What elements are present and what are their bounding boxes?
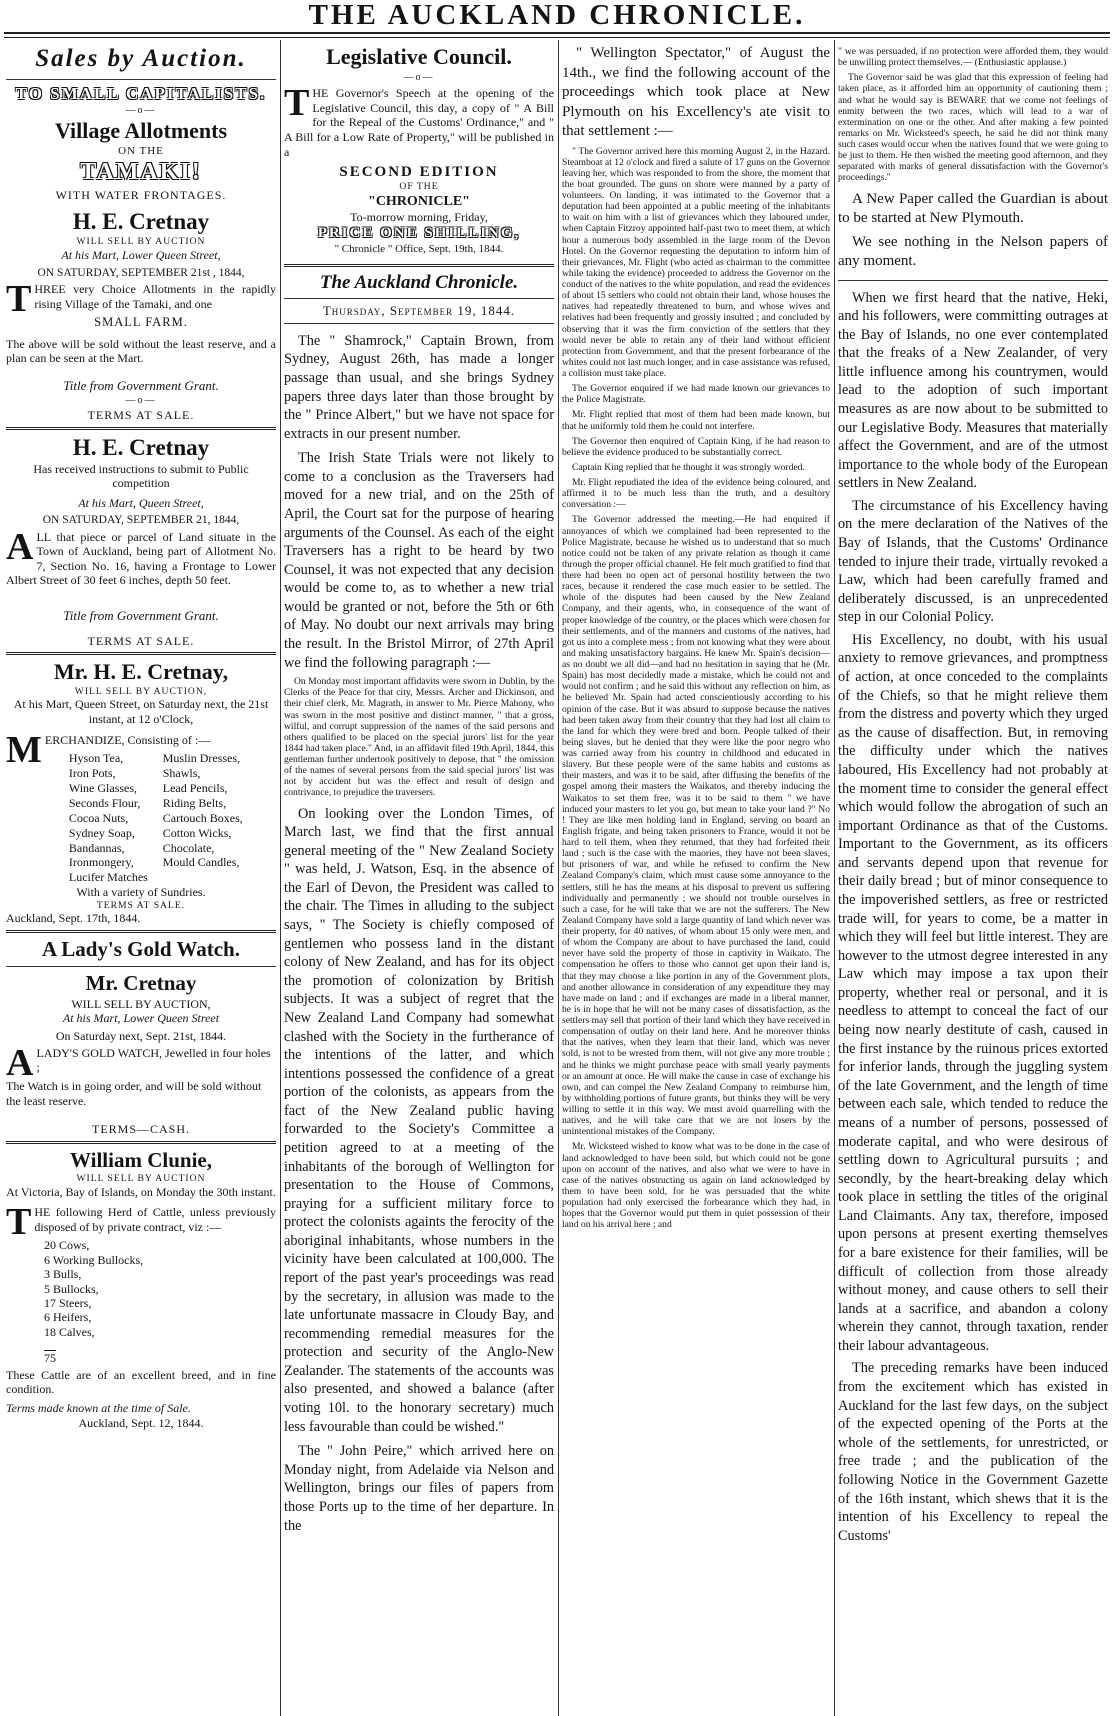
chronicle-label: "CHRONICLE" xyxy=(368,193,470,209)
cattle-item: 18 Calves, xyxy=(44,1324,95,1339)
column-editorial xyxy=(838,44,1108,1716)
clunie-name: William Clunie, xyxy=(70,1147,212,1172)
divider xyxy=(838,280,1108,281)
divider xyxy=(6,1141,276,1144)
mart-location-2: At his Mart, Queen Street, xyxy=(78,495,204,510)
sales-by-auction-heading: Sales by Auction. xyxy=(35,45,247,72)
goods-item: Cartouch Boxes, xyxy=(162,810,243,825)
cattle-item: 20 Cows, xyxy=(44,1238,90,1253)
heki-editorial: When we first heard that the native, Heki, and his followers, were committing outrages at the Bay of Islands, no one ever contemplated that the freaks of a New Zealander, of very little influence among his countrymen, would lead to the adoption of such important measures as are now about to be submitted to our Legislative Body. Measures that materially affect the Government, and are of the utmost importance to the whole body of the European settlers in New Zealand. xyxy=(838,289,1108,492)
sale-date-2: ON SATURDAY, SEPTEMBER 21, 1844, xyxy=(42,514,240,527)
goods-item: Chocolate, xyxy=(162,840,215,855)
watch-order-text: The Watch is in going order, and will be sold without the least reserve. xyxy=(6,1078,262,1108)
goods-item: Lead Pencils, xyxy=(162,781,228,796)
masthead-rule xyxy=(4,32,1110,34)
governor-reply: The Governor said he was glad that this expression of feeling had taken place, as it afforded him an opportunity of cautioning them ; and what he would say is BEWARE that we come not feelings of enmity between the two races, which will lead to a war of extermination on one or the other. And after making a few pointed remarks on Mr. Wicksteed's speech, he said he did not think many such cases would occur when the natives found that we were going to be just to them. He then wished the meeting good afternoon, and they separated with marks of general dissatisfaction with the Governor's proceedings." xyxy=(838,72,1108,184)
proceedings-body-3: Mr. Flight replied that most of them had been made known, but that he uniformly told them he could not interfere. xyxy=(562,409,830,432)
sale-date-1: ON SATURDAY, SEPTEMBER 21st , 1844, xyxy=(37,267,245,280)
divider xyxy=(284,264,554,267)
of-the-text: OF THE xyxy=(399,181,439,193)
column-divider-3 xyxy=(834,40,835,1716)
goods-item: Riding Belts, xyxy=(162,795,227,810)
victoria-text: At Victoria, Bay of Islands, on Monday the 30th instant. xyxy=(6,1184,276,1199)
cretnay-name-4: Mr. Cretnay xyxy=(85,971,197,996)
instructions-text: Has received instructions to submit to Public competition xyxy=(33,461,249,491)
ornament-dash: —o— xyxy=(403,71,435,83)
divider xyxy=(6,930,276,933)
circumstance-editorial: The circumstance of his Excellency having on the mere declaration of the Natives of the Bay of Islands, that the Customs' Ordinance tended to injure their trade, virtually revoked a Law, which had been carefully framed and deliberately discussed, is an unprecedented step in our Colonial Policy. xyxy=(838,497,1108,626)
goods-item: Lucifer Matches xyxy=(68,870,148,885)
goods-item: Ironmongery, xyxy=(68,855,134,870)
cattle-item: 3 Bulls, xyxy=(44,1267,82,1282)
goods-item: Muslin Dresses, xyxy=(162,751,241,766)
cattle-item: 6 Heifers, xyxy=(44,1310,92,1325)
drop-cap: A xyxy=(6,1041,34,1084)
cattle-item: 6 Working Bullocks, xyxy=(44,1252,144,1267)
sundries-text: With a variety of Sundries. xyxy=(76,885,206,900)
will-sell-text-3: WILL SELL BY AUCTION, xyxy=(74,686,208,698)
proceedings-body-2: The Governor enquired if we had made known our grievances to the Police Magistrate. xyxy=(562,383,830,406)
column-divider-2 xyxy=(558,40,559,1716)
allotments-body xyxy=(6,278,276,321)
lady-watch-heading: A Lady's Gold Watch. xyxy=(41,936,240,961)
divider xyxy=(284,323,554,324)
mart-location-3: At his Mart, Queen Street, on Saturday next, the 21st instant, at 12 o'Clock, xyxy=(13,697,269,727)
herd-text: HE following Herd of Cattle, unless previously disposed of by private contract, viz :— xyxy=(34,1205,276,1234)
drop-cap: T xyxy=(6,1201,32,1244)
sale-date-5: Auckland, Sept. 12, 1844. xyxy=(78,1415,204,1430)
divider xyxy=(6,652,276,655)
cattle-item: 17 Steers, xyxy=(44,1295,92,1310)
cattle-total: 75 xyxy=(44,1351,56,1366)
second-edition-heading: SECOND EDITION xyxy=(339,164,499,181)
water-frontages-text: WITH WATER FRONTAGES. xyxy=(55,187,227,202)
proceedings-body-1: " The Governor arrived here this morning August 2, in the Hazard. Steamboat at 12 o'clock and fired a salute of 17 guns on the Governor leaving her, which was responded to from the shore, the moment that the boat grounded. The guns on shore were manned by a party of volunteers. On landing, it was intimated to the Governor that a deputation had been appointed at a public meeting of the inhabitants to wait on him with a list of grievances which they laboured under, when Captain Fitzroy appointed half-past two to meet them, at which hour a numerous body assembled in the large room of the Devon Hotel. On the Governor requesting the deputation to inform him of their grievances, Mr. Flight (who acted as chairman to the committee while taking the evidence) proceeded to address the Governor on the conduct of the natives to the white population, and read the evidences of about 15 settlers who could not obtain their land, whose houses the natives had repeatedly threatened to burn, and whose wives and relatives had been frequently and grossly insulted ; and concluded by observing that it was the firm conviction of the settlers that they would never be able to retain any of their land without efficient protection from Government, and that the present forbearance of the whites could not last much longer, and in case assistance was refused, a collision must take place. xyxy=(562,145,830,379)
office-date-text: " Chronicle " Office, Sept. 19th, 1844. xyxy=(334,242,504,255)
goods-item: Hyson Tea, xyxy=(68,751,124,766)
proceedings-body-5: Captain King replied that he thought it was strongly worded. xyxy=(572,461,805,473)
proceedings-body-8: Mr. Wicksteed wished to know what was to be done in the case of land acknowledged to have been sold, but which could not be gone upon on account of the natives, and also what we were to have in case of the natives obstructing us again on land acknowledged by them to have been sold, for he was persuaded that the white population had only exercised the forbearance which they had, in hopes that the Governor would put them in quiet possession of their land on his arrival here ; and xyxy=(562,1141,830,1231)
tomorrow-text: To-morrow morning, Friday, xyxy=(350,209,488,224)
merchandize-text: ERCHANDIZE, Consisting of :— xyxy=(44,732,211,747)
goods-item: Shawls, xyxy=(162,766,201,781)
title-grant-2: Title from Government Grant. xyxy=(63,608,219,623)
date-line: Thursday, September 19, 1844. xyxy=(322,302,516,318)
cretnay-name-1: H. E. Cretnay xyxy=(72,209,210,235)
will-sell-text-4: WILL SELL BY AUCTION, xyxy=(71,996,211,1011)
column-auction-ads xyxy=(6,44,276,1716)
affidavits-quote: On Monday most important affidavits were sworn in Dublin, by the Clerks of the Peace for that city, Messrs. Archer and Dickinson, and their chief clerk, Mr. Magrath, in answer to Mr. Pierce Mahony, who was sworn in the most positive and distinct manner, " that a gross, wilful, and corrupt suppression of the names of the said persons and others qualified to be placed on the special jurors' list for the year 1844 had taken place." And, in an affidavit filed 19th April, 1844, this gentleman further undertook positively to depose, that " the omission of the names of several persons from the said special jurors' list was not by accident but was the effect and result of design and contrivance, to prejudice the traversers. xyxy=(284,676,554,799)
column-wellington xyxy=(562,44,830,1716)
sale-date-4: On Saturday next, Sept. 21st, 1844. xyxy=(55,1029,227,1044)
drop-cap: A xyxy=(6,525,34,568)
john-peire-article: The " John Peire," which arrived here on Monday night, from Adelaide via Nelson and Wellington, brings our files of papers from those Ports up to the time of her departure. In the xyxy=(284,1443,554,1534)
tamaki-heading: TAMAKI! xyxy=(80,159,202,186)
london-times-article: On looking over the London Times, of March last, we find that the first annual general meeting of the " New Zealand Society " was held, J. Watson, Esq. in the absence of the Earl of Devon, the President was called to the chair. The Times in alluding to the subject says, " The Society is chiefly composed of gentlemen who possess land in the distant colony of New Zealand, and has for its object the promotion of colonization by British subjects. It was a subject of regret that the New Zealand Land Company had somewhat clashed with the Society in the furtherance of the intentions of the latter, and which intentions possessed the confidence of a great portion of the colonists, as appears from the fact of the New Zealand public having forwarded to the Society's Committee a petition agreed to at a meeting of the inhabitants of the borough of Wellington for presentation to the House of Commons, praying for a sufficient military force to protect the colonists againts the ferocity of the aboriginal inhabitants, whose numbers in the vicinity have been calculated at 100,000. The report of the past year's proceedings was read by the secretary, in allusion was made to the late unfortunate massacre in Cloudy Bay, and recommending remedial measures for the protection and security of the Anglo-New Zealander. The statements of the accounts was also presented, and showed a balance (after voting 10l. to the honorary secretary) much less favourable than could be wished." xyxy=(284,805,554,1435)
terms-at-sale-3: TERMS AT SALE. xyxy=(96,899,186,911)
divider xyxy=(284,298,554,299)
proceedings-body-6: Mr. Flight repudiated the idea of the evidence being coloured, and affirmed it to be much less than the truth, and a desultory conversation :— xyxy=(562,477,830,511)
goods-item: Seconds Flour, xyxy=(68,795,141,810)
proceedings-body-7: The Governor addressed the meeting.—He had enquired if annoyances of which we complained had been represented to the Police Magistrate, because he wished us to understand that so much notice could not be taken of any private relation as though it came through the proper official channel. He felt much gratified to find that there had been no open act of personal hostility between the two races, because it rendered the case much easier to be settled. The whole of the disputes had been caused by the New Zealand Company, and their agents, who, in consequence of the want of proper knowledge of the country, or the places which were chosen for their settlements, and of the manners and customs of the natives, had got us into a complete mess ; from not knowing what they were about and making unsatisfactory bargains. He knew Mr. Spain's decision—as no doubt we all did—and had no hesitation in saying that he (Mr. Spain) has most decidedly made a mistake, which he could not and would not confirm ; and he said this without any reflection on him, as he believed Mr. Spain had acted conscientiously according to his opinion of the case. But it was absurd to suppose because the natives had been taken away from their country that they had lost all claim to the land for which they were bred and born. People talked of their being slaves, but he denied that they were like the poor negro who was carried away from his country in childhood and educated in slavery. But these people were of the same habits and customs as their masters, and was it to be said, after diffusing the benefits of the gospel among their masters the Waikatos, and thereby inducing the Waikatos to set them free, was it to be said to them " we have induced your masters to let you go, but mean to take your land ?" No ! They are like men holding land in England, serving on board an English frigate, and being taken prisoners to France, would it not be hard to tell them, when they returned, that they had forfeited their land ; such is the case with the maories, they have not been slaves, but prisoners of war, and while he refused to confirm the New Zealand Company's claim, which must cause some annoyance to the settlers, still he has the means at his disposal to prevent us suffering individually and permanently ; we should not trouble ourselves in such a case, for he will take that we are not the sufferers. The New Zealand Company have sold a large quantity of land which never was their property, for 40 natives, of whom about 15 only were men, and of whom the Company are about to have purchased the land, could never have sold the property of those in captivity in Waikato. The compensation he offers to those who cannot get upon their land is, that they may choose a like portion in any of the Government plots, and another allowance in consideration of any expenditure they may have made on land ; and if exchanges are made in a liberal manner, he is in hope that he will not be many cases of dissatisfaction, as the settlers may sell that portion of their land which they have received in compensation of outlay on their land here. And he moreover thinks that the natives, when they learn that their land, which was never sold, is not to be wrested from them, will not give any more trouble ; and he thinks we might purchase peace with small yearly payments or an amount at once. He will make the cause in case of exchange his own, and can compel the New Zealand Company to reimburse him, by withholding portions of future grants, but thinks they will be very willing to settle it in this way. We must avoid quarrelling with the natives, and he will take care that we are not losers by the unintentional mistakes of the Company. xyxy=(562,514,830,1138)
ornament-dash: —o— xyxy=(125,105,157,117)
column-legislative xyxy=(284,44,554,1716)
land-body xyxy=(6,525,276,589)
cattle-condition: These Cattle are of an excellent breed, and in fine condition. xyxy=(6,1367,276,1397)
paper-name-heading: The Auckland Chronicle. xyxy=(319,271,519,293)
herd-body xyxy=(6,1201,276,1244)
terms-at-sale-2: TERMS AT SALE. xyxy=(87,633,195,648)
goods-left-column xyxy=(45,751,158,885)
drop-cap: T xyxy=(6,278,32,321)
goods-item: Cotton Wicks, xyxy=(162,825,232,840)
legislative-body xyxy=(284,82,554,159)
price-text: PRICE ONE SHILLING, xyxy=(317,225,521,242)
column-divider-1 xyxy=(280,40,281,1716)
small-capitalists-heading: TO SMALL CAPITALISTS. xyxy=(15,83,267,103)
masthead-title: THE AUCKLAND CHRONICLE. xyxy=(308,0,806,31)
terms-sale-5: Terms made known at the time of Sale. xyxy=(6,1401,191,1415)
proceedings-continued: " we was persuaded, if no protection were afforded them, they would be unwilling protect themselves.— (Enthusiastic applause.) xyxy=(838,46,1108,69)
above-sold-text: The above will be sold without the least reserve, and a plan can be seen at the Mart. xyxy=(6,336,276,366)
village-allotments-heading: Village Allotments xyxy=(54,118,228,144)
shamrock-article: The " Shamrock," Captain Brown, from Sydney, August 26th, has made a longer passage than usual, and she brings Sydney papers three days later than those brought by the " Prince Albert," but we have not space for extracts in our present number. xyxy=(284,332,554,442)
drop-cap: T xyxy=(284,82,310,125)
legislative-text: HE Governor's Speech at the opening of the Legislative Council, this day, a copy of " A Bill for the Repeal of the Customs' Ordinance," and " A Bill for a Low Rate of Property," will be published in a xyxy=(284,86,554,159)
will-sell-text-1: WILL SELL BY AUCTION xyxy=(76,236,206,248)
proceedings-body-4: The Governor then enquired of Captain King, if he had reason to believe the evidence produced to be substantially correct. xyxy=(562,435,830,458)
nelson-notice: We see nothing in the Nelson papers of any moment. xyxy=(838,233,1108,269)
ornament-dash: —o— xyxy=(125,394,157,406)
masthead-rule-thin xyxy=(4,37,1110,38)
goods-item: Wine Glasses, xyxy=(68,781,138,796)
goods-right-column xyxy=(163,751,276,885)
spectator-intro: " Wellington Spectator," of August the 14th., we find the following account of the proceedings which took place at New Plymouth on his Excellency's ate visit to that settlement :— xyxy=(562,45,830,139)
legislative-council-heading: Legislative Council. xyxy=(326,44,512,69)
guardian-notice: A New Paper called the Guardian is about to be started at New Plymouth. xyxy=(838,190,1108,226)
preceding-editorial: The preceding remarks have been induced from the excitement which has existed in Auckland for the last few days, on the subject of the expected opening of the Ports at the whole of the settlements, for unrestricted, or free trade ; and the publication of the following Notice in the Government Gazette of the 16th instant, which shews that it is the intention of his Excellency to repeal the Customs' xyxy=(838,1360,1108,1544)
divider xyxy=(6,966,276,967)
watch-text: LADY'S GOLD WATCH, Jewelled in four holes ; xyxy=(36,1045,271,1075)
goods-item: Cocoa Nuts, xyxy=(68,810,129,825)
allotments-text: HREE very Choice Allotments in the rapidly rising Village of the Tamaki, and one xyxy=(34,282,276,311)
cattle-list xyxy=(6,1238,276,1339)
divider xyxy=(6,427,276,430)
cretnay-name-2: H. E. Cretnay xyxy=(72,434,210,460)
terms-cash: TERMS—CASH. xyxy=(91,1122,191,1137)
drop-cap: M xyxy=(6,728,42,771)
excellency-editorial: His Excellency, no doubt, with his usual anxiety to remove grievances, and promptness of action, at once conceded to the complaints of the Chiefs, so that he might relieve them from the distress and poverty which they urged as the cause of disaffection. But, in removing the difficulty under which the natives laboured, His Excellency had not probably at the moment time to consider the general effect which would follow the abrogation of such an important Ordinance as that of the Customs. Important to the Government, as its officers and servants depend upon that revenue for their daily bread ; but of minor consequence to the impoverished settlers, as free or restricted trade will, for years to come, be a matter in which they will feel but little interest. They are however to the utmost degree interested in any Law which may impose a tax upon their property, whether real or personal, and it is needless to attempt to conceal the fact of our being now nearly destitute of cash, caused in the first instance by the ruinous prices extorted for inferior lands, through the juggling system of the late Government, and the length of time between each sale, which tended to reduce the means of a number of persons, possessed of moderate capital, and who were desirous of settling down to Agricultural pursuits ; and secondly, by the heart-breaking delay which took place in settling the titles of the original Land Claimants. Any tax, therefore, imposed upon persons at present exerting themselves for a bare existence for their families, will be difficult of collection from those already without money, and cause others to sell their lands at a sacrifice, and abandon a colony wherein they cannot, through taxation, render their labour advantageous. xyxy=(838,631,1108,1354)
watch-body xyxy=(6,1041,276,1084)
goods-item: Iron Pots, xyxy=(68,766,116,781)
goods-item: Mould Candles, xyxy=(162,855,240,870)
goods-list xyxy=(45,751,276,885)
divider xyxy=(6,79,276,80)
land-text: LL that piece or parcel of Land situate in the Town of Auckland, being part of Allotment No. 7, Section No. 16, having a Frontage to Lower Albert Street of 30 feet 6 inches, depth 50 feet. xyxy=(6,529,276,588)
cattle-item: 5 Bullocks, xyxy=(44,1281,99,1296)
title-grant-1: Title from Government Grant. xyxy=(63,377,219,393)
cretnay-name-3: Mr. H. E. Cretnay, xyxy=(53,659,229,685)
mart-location-4: At his Mart, Lower Queen Street xyxy=(62,1011,220,1026)
irish-trials-article: The Irish State Trials were not likely to come to a conclusion as the Traversers had moved for a new trial, and on the 25th of April, the Court sat for the purpose of hearing arguments of the Counsel. As each of the eight Traversers has a right to be heard by two Counsel, it was not expected that any decision would be come to, as to whether a new trial would be granted or not, before the 5th or 6th of May. No doubt our next arrivals may bring the result. In the Bristol Mirror, of 27th April we find the following paragraph :— xyxy=(284,450,554,671)
mart-location-1: At his Mart, Lower Queen Street, xyxy=(61,247,221,262)
sale-date-3: Auckland, Sept. 17th, 1844. xyxy=(6,910,141,925)
small-farm-text: SMALL FARM. xyxy=(94,315,188,330)
will-sell-text-5: WILL SELL BY AUCTION xyxy=(76,1173,206,1185)
on-the-text: ON THE xyxy=(118,145,164,158)
goods-item: Sydney Soap, xyxy=(68,825,135,840)
goods-item: Bandannas, xyxy=(68,840,125,855)
terms-at-sale-1: TERMS AT SALE. xyxy=(87,407,195,422)
